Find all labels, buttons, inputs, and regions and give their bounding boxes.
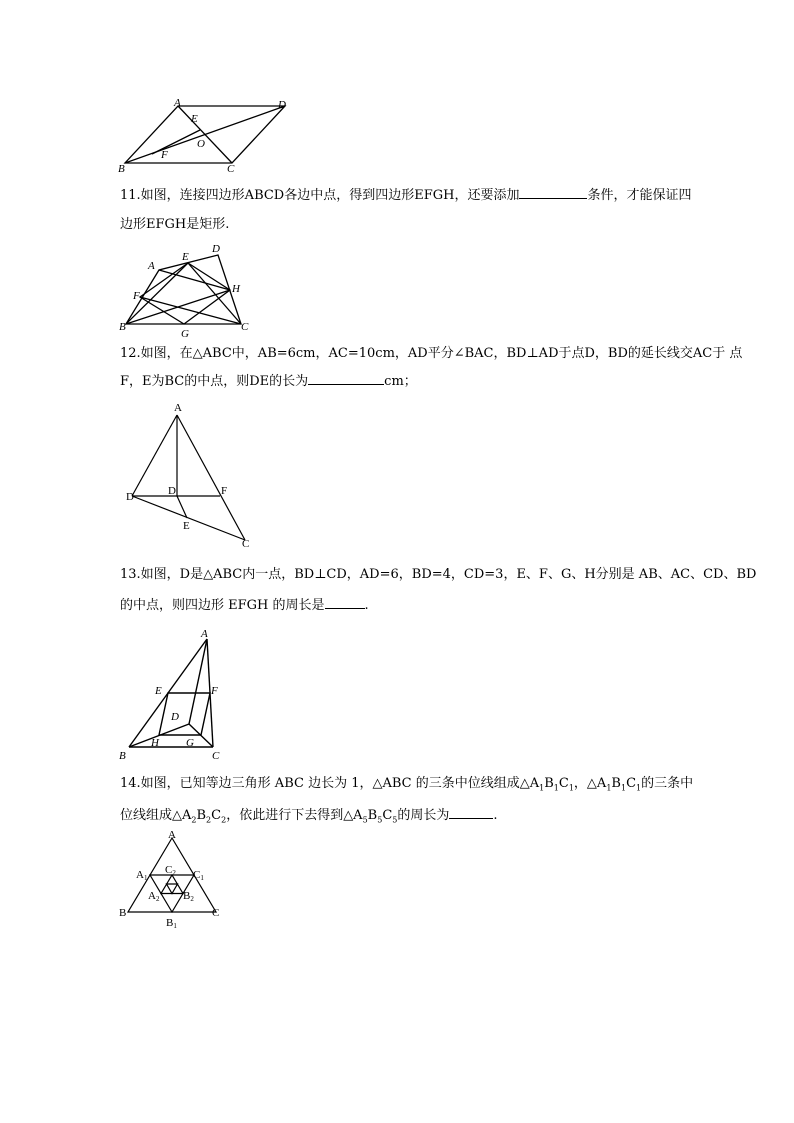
label-b1: B1 <box>166 917 177 930</box>
label-a2: A2 <box>148 890 160 903</box>
label-a: A <box>174 402 182 414</box>
nested-triangles-figure <box>115 828 225 933</box>
label-h: H <box>232 283 240 295</box>
q14-answer-blank <box>449 806 493 819</box>
q13-line-2: 的中点，则四边形 EFGH 的周长是 . <box>120 598 369 613</box>
q12-answer-blank <box>308 372 384 385</box>
label-o: O <box>197 138 205 150</box>
label-c: C <box>242 538 250 550</box>
label-f: F <box>211 685 218 697</box>
label-c: C <box>227 163 235 174</box>
label-a: A <box>174 97 181 109</box>
label-b: B <box>118 163 125 174</box>
q11-line-2: 边形EFGH是矩形. <box>120 217 230 232</box>
label-b: B <box>119 907 127 919</box>
q13-answer-blank <box>325 596 365 609</box>
q11-line-1: 11.如图，连接四边形ABCD各边中点，得到四边形EFGH，还要添加 条件，才能保证四 <box>120 188 692 203</box>
triangle-q13-figure <box>115 625 230 765</box>
label-g: G <box>186 737 194 749</box>
q14-line-2: 位线组成$\triangle A_2B_2C_2$，依此进行下去得到$\triangle A_5B_5C_5$的周长为 . <box>120 808 498 825</box>
label-a1: A1 <box>136 869 148 882</box>
label-d-left: D <box>126 491 134 503</box>
label-e: E <box>155 685 162 697</box>
label-c1: C1 <box>193 869 204 882</box>
parallelogram-figure <box>115 96 300 174</box>
label-c2: C2 <box>165 864 176 877</box>
quadrilateral-figure <box>115 240 255 340</box>
q14-line-1: 14.如图，已知等边三角形 ABC 边长为 1，△ABC 的三条中位线组成$\triangle A_1B_1C_1$，$\triangle A_1B_1C_1$的三条中 <box>120 776 694 793</box>
q11-answer-blank <box>519 186 587 199</box>
label-d: D <box>278 99 286 111</box>
q13-line-1: 13.如图，D是△ABC内一点，BD⊥CD，AD=6，BD=4，CD=3，E、F、G、H分别是 AB、AC、CD、BD <box>120 567 757 582</box>
label-e: E <box>182 251 189 263</box>
label-c: C <box>241 321 249 333</box>
label-h: H <box>151 737 159 749</box>
label-a: A <box>201 628 208 640</box>
label-d: D <box>168 485 176 497</box>
label-d: D <box>171 711 179 723</box>
label-b2: B2 <box>183 890 194 903</box>
label-c: C <box>212 907 220 919</box>
label-g: G <box>181 328 189 340</box>
label-b: B <box>119 750 126 762</box>
label-a: A <box>168 829 176 841</box>
label-a: A <box>148 260 155 272</box>
label-f: F <box>133 290 140 302</box>
q12-line-2: F，E为BC的中点，则DE的长为 cm； <box>120 374 417 389</box>
label-d: D <box>212 243 220 255</box>
label-e: E <box>191 113 198 125</box>
label-c: C <box>212 750 220 762</box>
label-e: E <box>183 520 190 532</box>
q12-line-1: 12.如图，在△ABC中，AB=6cm，AC=10cm，AD平分∠BAC，BD⊥AD于点D，BD的延长线交AC于 点 <box>120 346 743 361</box>
label-f: F <box>221 485 228 497</box>
label-f: F <box>161 149 168 161</box>
triangle-q12-figure <box>120 400 260 550</box>
label-b: B <box>119 321 126 333</box>
